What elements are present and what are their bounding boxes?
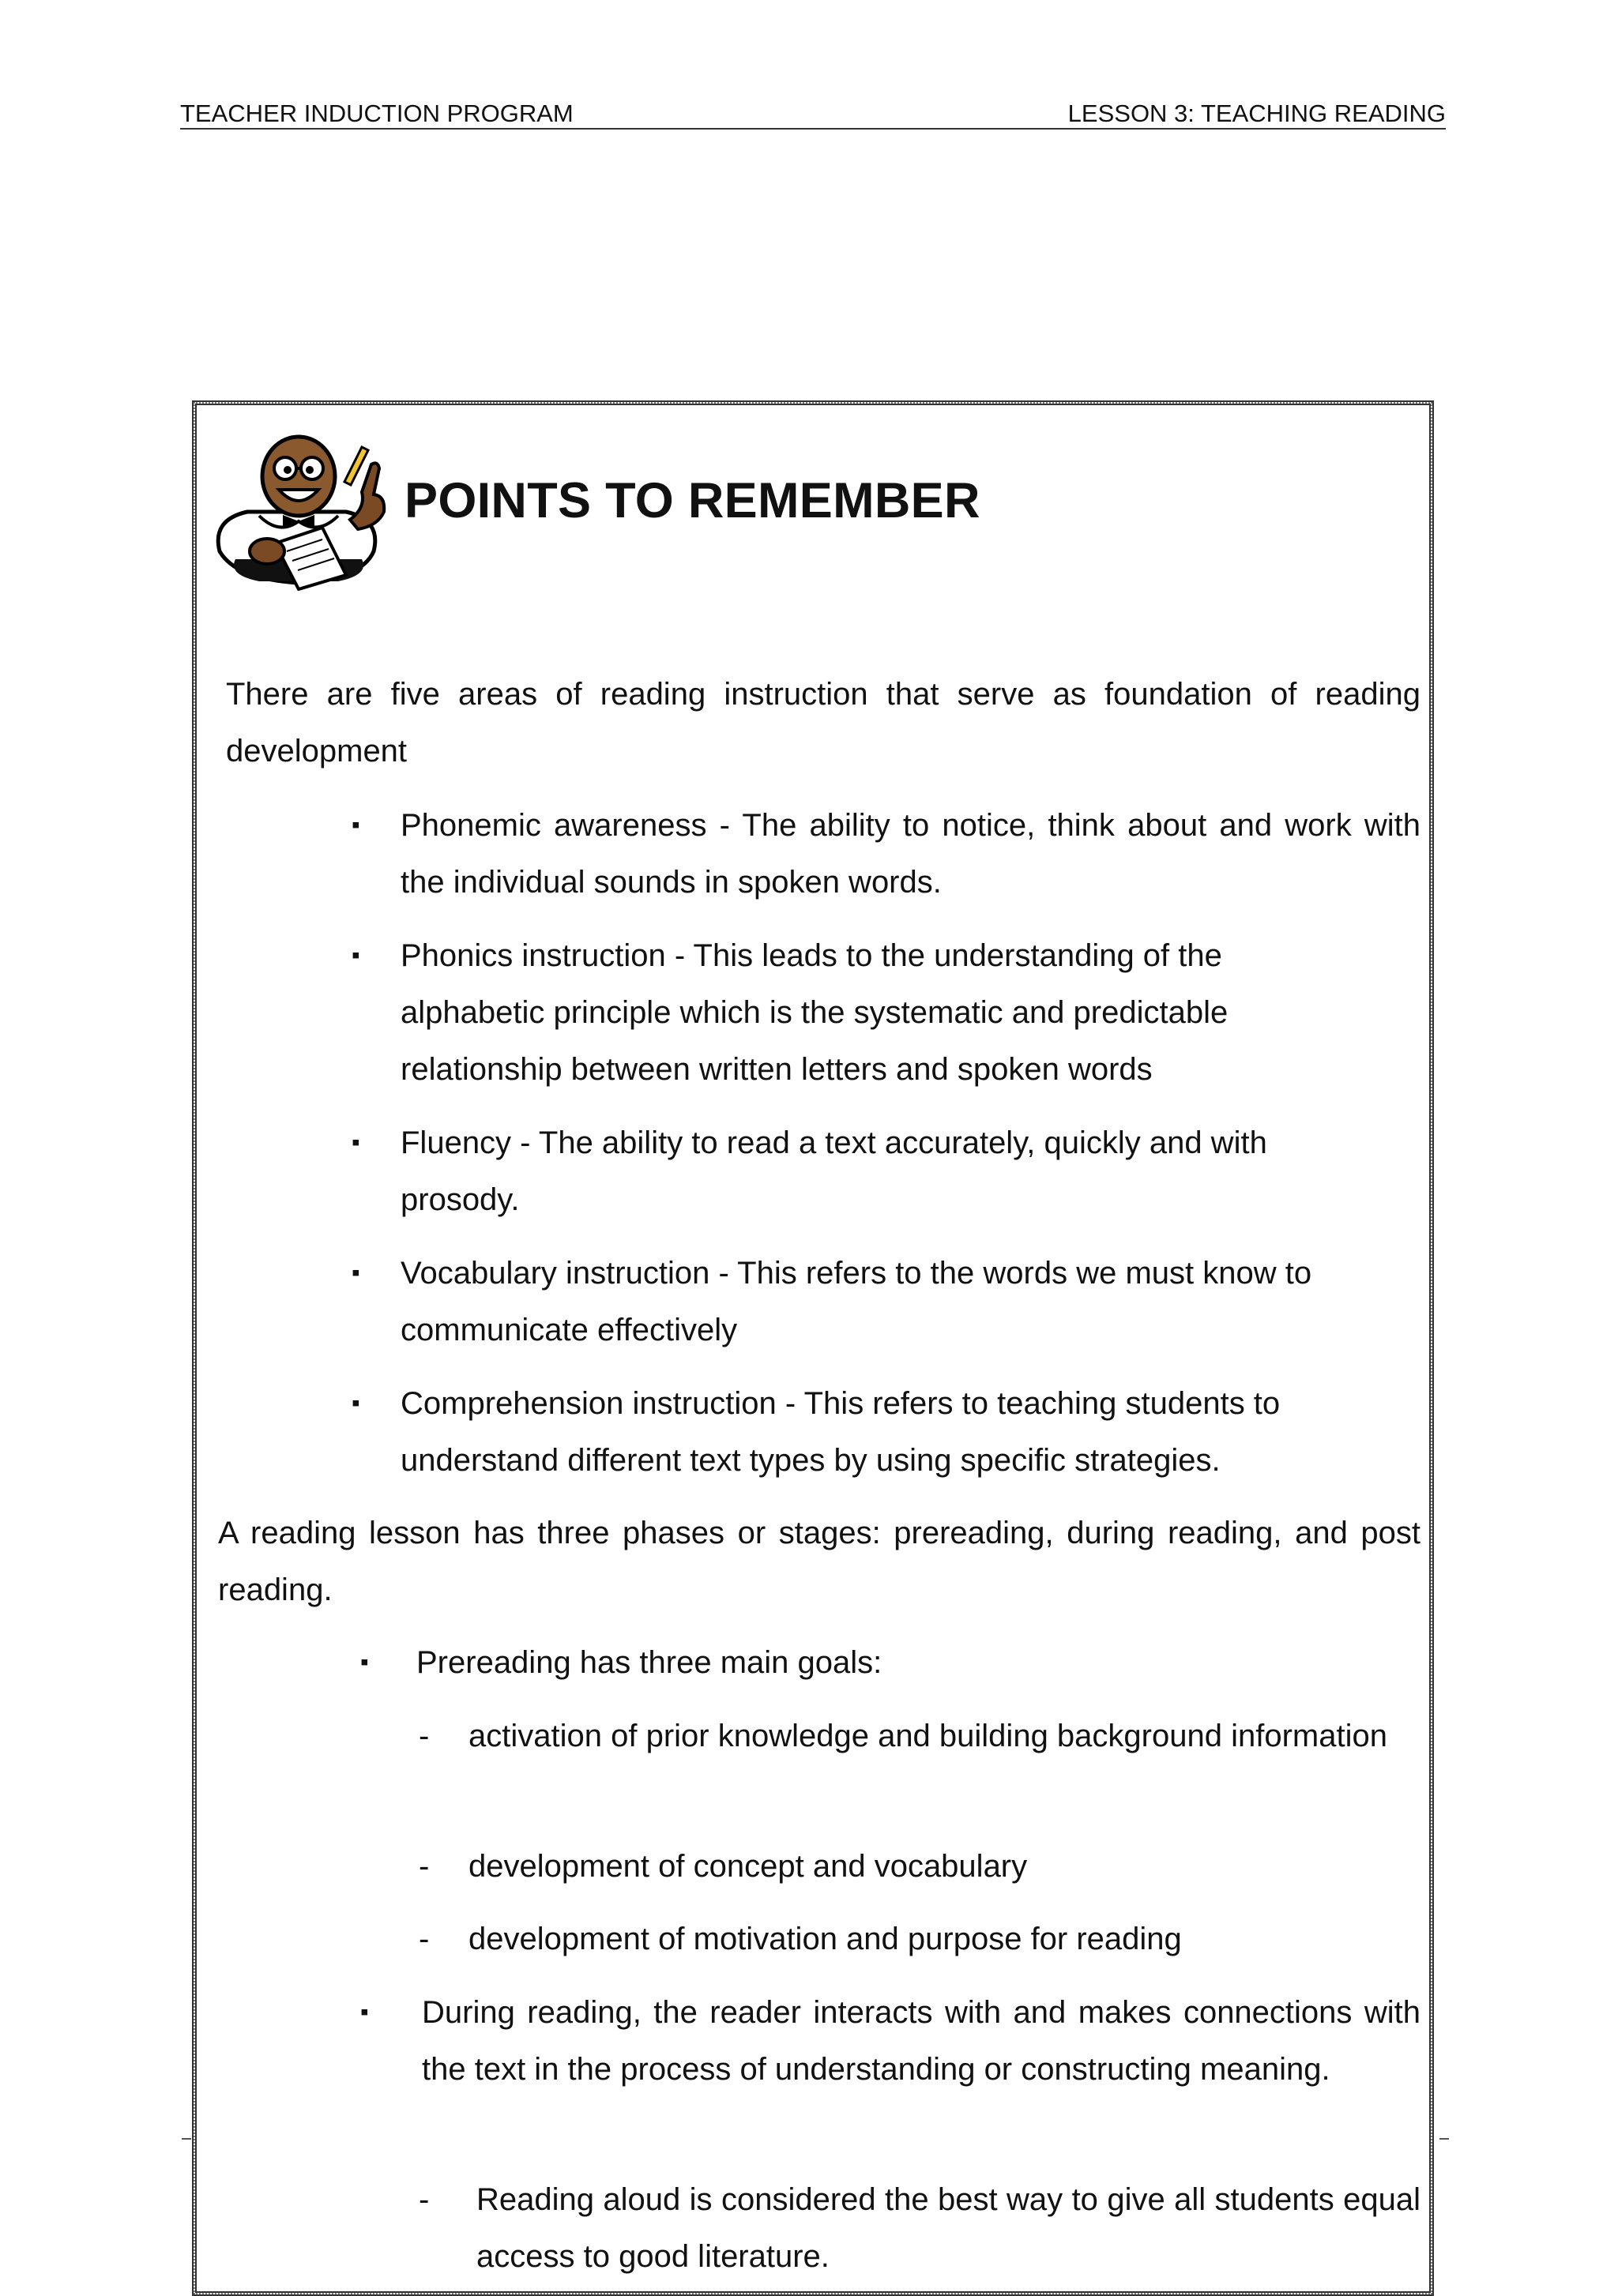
page-header: [180, 96, 1446, 130]
margin-tick-right: [1439, 2138, 1449, 2140]
during-reading-label: During reading, the reader interacts with and makes connections with the text in the process of understanding or constructing meaning.: [422, 1995, 1420, 2087]
teacher-mascot-icon: [204, 433, 393, 591]
phases-paragraph: A reading lesson has three phases or stages: prereading, during reading, and post reading.: [218, 1516, 1420, 1607]
bullet-marker: ▪: [352, 1390, 360, 1416]
margin-tick-left: [182, 2138, 191, 2140]
bullet-marker: ▪: [360, 1649, 369, 1675]
prereading-goal-concept: development of concept and vocabulary: [468, 1849, 1028, 1884]
prereading-goal-activation: activation of prior knowledge and building background information: [468, 1719, 1387, 1753]
area-item-phonics: Phonics instruction - This leads to the understanding of the alphabetic principle which is the systematic and predictable relationship between written letters and spoken words: [401, 938, 1229, 1087]
area-item-phonemic: Phonemic awareness - The ability to notice, think about and work with the individual sounds in spoken words.: [401, 808, 1420, 900]
box-title: POINTS TO REMEMBER: [404, 473, 980, 528]
bullet-marker: ▪: [352, 1260, 360, 1286]
prereading-goal-motivation: development of motivation and purpose for reading: [468, 1922, 1182, 1956]
area-item-fluency: Fluency - The ability to read a text accurately, quickly and with prosody.: [401, 1125, 1267, 1217]
bullet-marker: ▪: [360, 1999, 369, 2025]
dash-marker: -: [419, 1922, 430, 1956]
bullet-marker: ▪: [352, 812, 360, 838]
bullet-marker: ▪: [352, 1129, 360, 1156]
during-reading-point: Reading aloud is considered the best way to give all students equal access to good literature.: [476, 2182, 1420, 2274]
intro-paragraph: There are five areas of reading instruction that serve as foundation of reading development: [226, 677, 1420, 768]
header-program-title: TEACHER INDUCTION PROGRAM: [180, 100, 574, 127]
dash-marker: -: [419, 1719, 430, 1753]
dash-marker: -: [419, 1849, 430, 1884]
bullet-marker: ▪: [352, 942, 360, 968]
prereading-label: Prereading has three main goals:: [416, 1645, 882, 1680]
area-item-vocabulary: Vocabulary instruction - This refers to the words we must know to communicate effectively: [401, 1256, 1312, 1347]
dash-marker: -: [419, 2182, 430, 2217]
header-lesson-title: LESSON 3: TEACHING READING: [1067, 100, 1446, 127]
area-item-comprehension: Comprehension instruction - This refers to teaching students to understand different text types by using specific strategies.: [401, 1386, 1281, 1478]
